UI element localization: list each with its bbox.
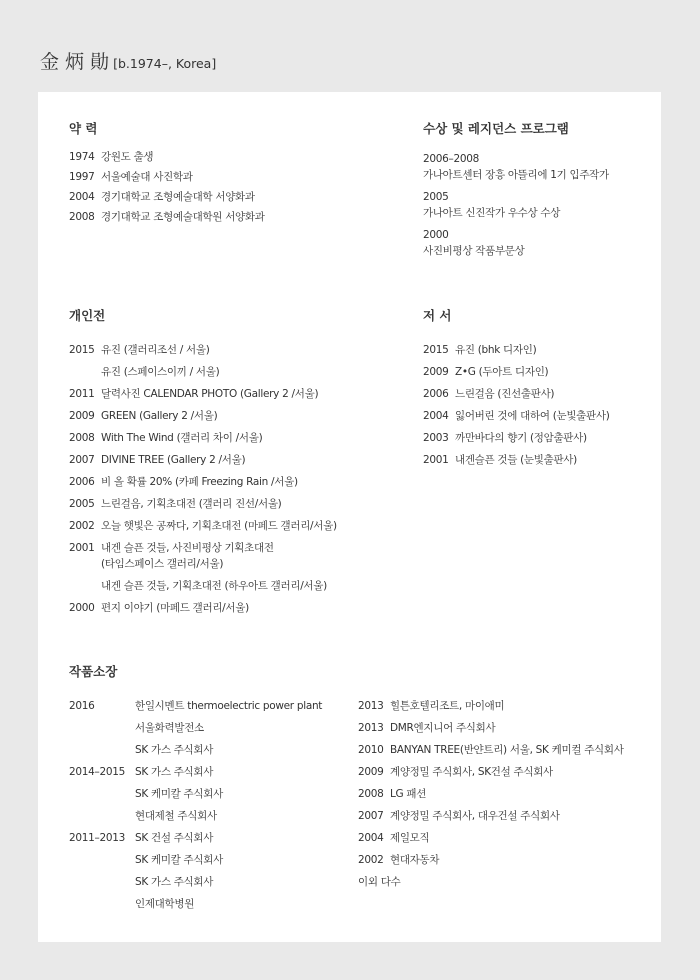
collection-item: 2008 LG 패션	[358, 788, 427, 800]
solo-heading: 개인전	[69, 308, 106, 323]
collection-item: SK 케미칼 주식회사	[135, 854, 223, 866]
collection-item: 2016 한일시멘트 thermoelectric power plant	[69, 700, 323, 712]
collection-item: 이외 다수	[358, 876, 401, 888]
book-item: 2006 느린걸음 (진선출판사)	[423, 388, 555, 400]
collection-item: SK 가스 주식회사	[135, 876, 214, 888]
book-item: 2001 내겐슬픈 것들 (눈빛출판사)	[423, 454, 577, 466]
solo-item: 2015 유진 (갤러리조선 / 서울)	[69, 344, 210, 356]
solo-item: 유진 (스페이스이끼 / 서울)	[101, 366, 220, 378]
career-item: 2008 경기대학교 조형예술대학원 서양화과	[69, 211, 265, 223]
collection-item: 2011–2013 SK 건설 주식회사	[69, 832, 214, 844]
collection-item: 2007 계양정밀 주식회사, 대우건설 주식회사	[358, 810, 560, 822]
collection-item: 2004 제일모직	[358, 832, 430, 844]
collection-item: SK 케미칼 주식회사	[135, 788, 223, 800]
solo-item: 2009 GREEN (Gallery 2 /서울)	[69, 410, 218, 422]
award-text: 사진비평상 작품부문상	[423, 245, 525, 257]
solo-item: 2005 느린걸음, 기획초대전 (갤러리 진선/서울)	[69, 498, 282, 510]
artist-header	[40, 47, 216, 74]
career-item: 2004 경기대학교 조형예술대학 서양화과	[69, 191, 255, 203]
collection-item: 2009 계양정밀 주식회사, SK건설 주식회사	[358, 766, 553, 778]
award-year: 2006–2008	[423, 153, 479, 165]
book-item: 2009 Z•G (두아트 디자인)	[423, 366, 549, 378]
collection-item: 현대제철 주식회사	[135, 810, 217, 822]
award-year: 2000	[423, 229, 449, 241]
solo-item: 2006 비 올 확률 20% (카페 Freezing Rain /서울)	[69, 476, 298, 488]
award-text: 가나아트센터 장흥 아뜰리에 1기 입주작가	[423, 169, 609, 181]
collection-item: 서울화력발전소	[135, 722, 204, 734]
books-heading: 저 서	[423, 308, 452, 323]
collection-item: 2010 BANYAN TREE(반얀트리) 서울, SK 케미컬 주식회사	[358, 744, 624, 756]
collection-item: 2014–2015 SK 가스 주식회사	[69, 766, 214, 778]
solo-item: 2001 내겐 슬픈 것들, 사진비평상 기획초대전	[69, 542, 274, 554]
career-item: 1974 강원도 출생	[69, 151, 154, 163]
solo-item: 2007 DIVINE TREE (Gallery 2 /서울)	[69, 454, 246, 466]
solo-item: 2000 편지 이야기 (마페드 갤러리/서울)	[69, 602, 249, 614]
collection-item: 2002 현대자동차	[358, 854, 440, 866]
collection-item: 2013 DMR엔지니어 주식회사	[358, 722, 496, 734]
book-item: 2015 유진 (bhk 디자인)	[423, 344, 537, 356]
solo-item: 2002 오늘 햇빛은 공짜다, 기획초대전 (마페드 갤러리/서울)	[69, 520, 337, 532]
award-year: 2005	[423, 191, 449, 203]
artist-subtitle: [b.1974–, Korea]	[113, 56, 217, 71]
solo-item: (타임스페이스 갤러리/서울)	[101, 558, 224, 570]
book-item: 2004 잃어버린 것에 대하여 (눈빛출판사)	[423, 410, 610, 422]
cv-card	[38, 92, 661, 942]
career-heading: 약 력	[69, 121, 98, 136]
artist-name: 金 炳 勛	[40, 51, 110, 73]
collection-item: 인제대학병원	[135, 898, 195, 910]
award-text: 가나아트 신진작가 우수상 수상	[423, 207, 561, 219]
solo-item: 내겐 슬픈 것들, 기획초대전 (하우아트 갤러리/서울)	[101, 580, 327, 592]
career-item: 1997 서울예술대 사진학과	[69, 171, 193, 183]
collections-heading: 작품소장	[69, 664, 118, 679]
collection-item: SK 가스 주식회사	[135, 744, 214, 756]
collection-item: 2013 힐튼호텔리조트, 마이애미	[358, 700, 505, 712]
awards-heading: 수상 및 레지던스 프로그램	[423, 121, 569, 136]
solo-item: 2011 달력사진 CALENDAR PHOTO (Gallery 2 /서울)	[69, 388, 319, 400]
book-item: 2003 까만바다의 향기 (정암출판사)	[423, 432, 587, 444]
solo-item: 2008 With The Wind (갤러리 차이 /서울)	[69, 432, 263, 444]
